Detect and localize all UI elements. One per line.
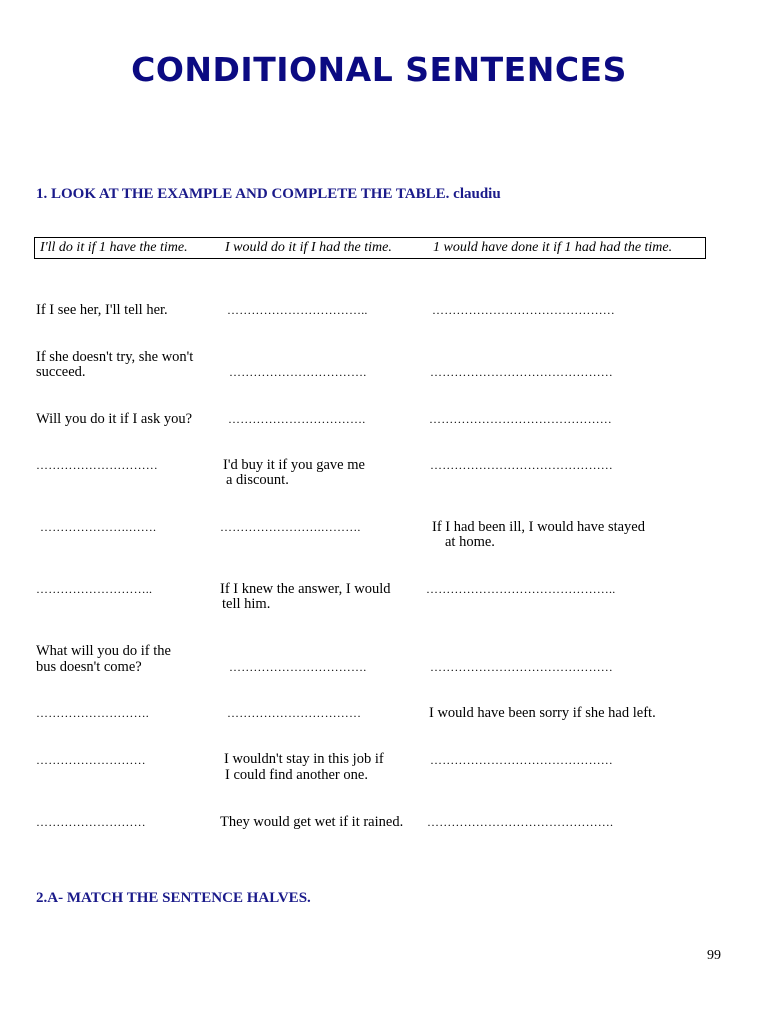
row-6-col-2-line-2: tell him. xyxy=(222,596,271,612)
row-10-col-2: They would get wet if it rained. xyxy=(220,814,404,830)
row-3-col-3-blank: ……………………………………… xyxy=(429,412,612,426)
row-5-col-2-blank: …………………….………. xyxy=(220,520,361,534)
row-1-col-3-blank: ……………………………………… xyxy=(432,303,615,317)
row-2-col-1-line-2: succeed. xyxy=(36,364,86,380)
row-4-col-1-blank: ………………………… xyxy=(36,458,158,472)
row-9-col-2-line-2: I could find another one. xyxy=(225,767,368,783)
row-7-col-1-line-2: bus doesn't come? xyxy=(36,659,142,675)
row-5-col-1-blank: ………………….……. xyxy=(40,520,157,534)
row-7-col-1-line-1: What will you do if the xyxy=(36,643,171,659)
row-9-col-1-blank: ……………………… xyxy=(36,753,146,767)
row-3-col-2-blank: ……………………………. xyxy=(228,412,366,426)
row-4-col-2-line-2: a discount. xyxy=(226,472,289,488)
row-9-col-3-blank: ……………………………………… xyxy=(430,753,613,767)
row-5-col-3-line-1: If I had been ill, I would have stayed xyxy=(432,519,645,535)
row-3-col-1: Will you do it if I ask you? xyxy=(36,411,193,427)
page-title: CONDITIONAL SENTENCES xyxy=(131,50,627,89)
example-first-conditional: I'll do it if 1 have the time. xyxy=(40,240,188,255)
row-8-col-3: I would have been sorry if she had left. xyxy=(429,705,656,721)
row-4-col-2-line-1: I'd buy it if you gave me xyxy=(223,457,365,473)
row-10-col-1-blank: ……………………… xyxy=(36,815,146,829)
section-1-heading: 1. LOOK AT THE EXAMPLE AND COMPLETE THE TABLE. claudiu xyxy=(36,186,501,202)
row-2-col-1-line-1: If she doesn't try, she won't xyxy=(36,349,194,365)
example-second-conditional: I would do it if I had the time. xyxy=(225,240,392,255)
row-2-col-2-blank: ……………………………. xyxy=(229,365,367,379)
row-1-col-1: If I see her, I'll tell her. xyxy=(36,302,168,318)
row-2-col-3-blank: ……………………………………… xyxy=(430,365,613,379)
example-third-conditional: 1 would have done it if 1 had had the time. xyxy=(433,240,673,255)
row-7-col-3-blank: ……………………………………… xyxy=(430,660,613,674)
row-8-col-1-blank: ………………………. xyxy=(36,706,149,720)
row-9-col-2-line-1: I wouldn't stay in this job if xyxy=(224,751,384,767)
row-5-col-3-line-2: at home. xyxy=(445,534,495,550)
row-6-col-1-blank: ……………………….. xyxy=(36,582,153,596)
row-1-col-2-blank: …………………………….. xyxy=(227,303,368,317)
row-6-col-2-line-1: If I knew the answer, I would xyxy=(220,581,391,597)
row-4-col-3-blank: ……………………………………… xyxy=(430,458,613,472)
section-2a-heading: 2.A- MATCH THE SENTENCE HALVES. xyxy=(36,890,311,906)
row-6-col-3-blank: ……………………………………….. xyxy=(426,582,616,596)
row-8-col-2-blank: …………………………… xyxy=(227,706,362,720)
page-number: 99 xyxy=(707,948,721,963)
row-10-col-3-blank: ………………………………………. xyxy=(427,815,614,829)
row-7-col-2-blank: ……………………………. xyxy=(229,660,367,674)
